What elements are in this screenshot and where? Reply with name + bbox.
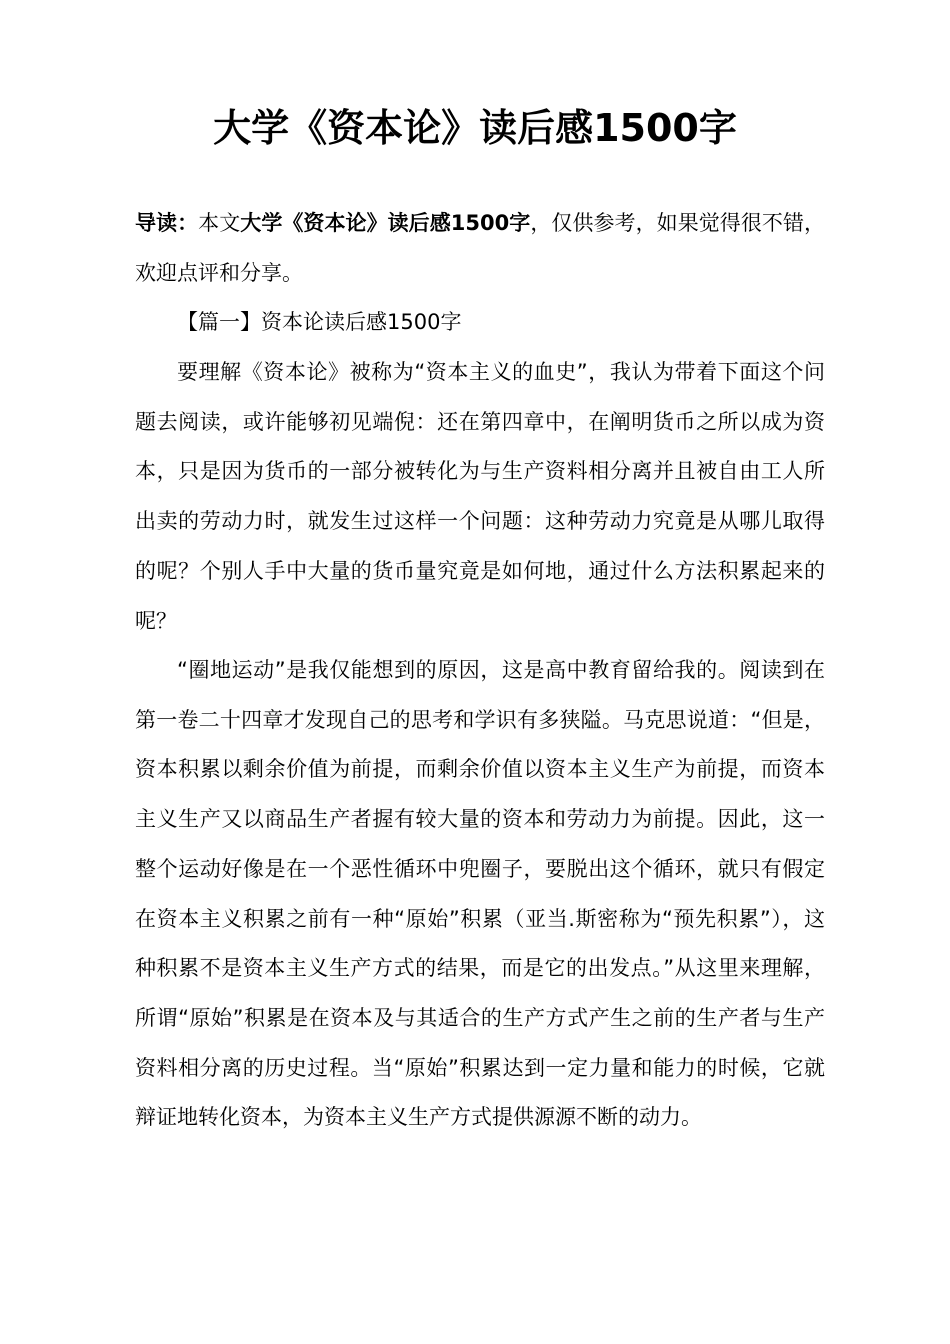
body-paragraph-2: “圈地运动”是我仅能想到的原因，这是高中教育留给我的。阅读到在第一卷二十四章才发现自己的思考和学识有多狭隘。马克思说道：“但是，资本积累以剩余价值为前提，而剩余价值以资本主义生产为前提，而资本主义生产又以商品生产者握有较大量的资本和劳动力为前提。因此，这一整个运动好像是在一个恶性循环中兜圈子，要脱出这个循环，就只有假定在资本主义积累之前有一种“原始”积累（亚当.斯密称为“预先积累”），这种积累不是资本主义生产方式的结果，而是它的出发点。”从这里来理解，所谓“原始”积累是在资本及与其适合的生产方式产生之前的生产者与生产资料相分离的历史过程。当“原始”积累达到一定力量和能力的时候，它就辩证地转化资本，为资本主义生产方式提供源源不断的动力。	[135, 658, 825, 1130]
section-heading: 【篇一】资本论读后感1500字	[177, 310, 462, 334]
document-title: 大学《资本论》读后感1500字	[213, 106, 737, 150]
intro-text-after: ，仅供参考，如果觉得很不错，欢迎点评和分享。	[135, 211, 826, 285]
body-paragraph-1: 要理解《资本论》被称为“资本主义的血史”，我认为带着下面这个问题去阅读，或许能够初见端倪：还在第四章中，在阐明货币之所以成为资本，只是因为货币的一部分被转化为与生产资料相分离并且被自由工人所出卖的劳动力时，就发生过这样一个问题：这种劳动力究竟是从哪儿取得的呢？个别人手中大量的货币量究竟是如何地，通过什么方法积累起来的呢？	[135, 360, 825, 633]
intro-paragraph	[135, 199, 825, 298]
intro-bold-title: 大学《资本论》读后感1500字	[240, 211, 531, 235]
intro-text-before: 本文	[198, 211, 241, 235]
intro-label: 导读：	[135, 211, 199, 235]
